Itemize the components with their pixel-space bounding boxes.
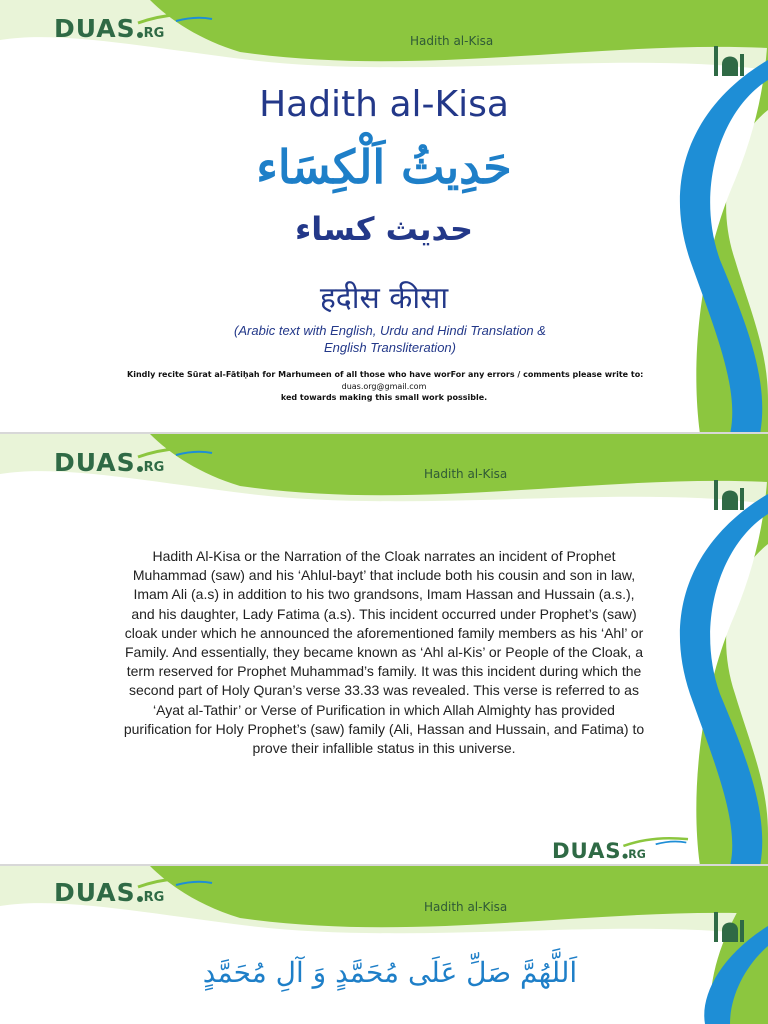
title-urdu: حدیث کساء [294, 210, 474, 248]
duas-logo[interactable]: DUAS RG [54, 16, 164, 41]
credit-line-1: Kindly recite Sūrat al-Fātiḥah for Marhumeen of all those who have worFor any errors / comments please write to: [127, 370, 644, 379]
header-title: Hadith al-Kisa [424, 467, 508, 481]
slide-title [0, 0, 768, 434]
duas-logo[interactable]: DUAS RG [54, 880, 164, 905]
swoosh-icon [622, 836, 690, 848]
title-english: Hadith al-Kisa [259, 84, 509, 125]
salawat-arabic: اَللَّهُمَّ صَلِّ عَلَى مُحَمَّدٍ وَ آلِ مُحَمَّدٍ [202, 956, 578, 989]
subtitle: (Arabic text with English, Urdu and Hindi Translation & English Transliteration) [234, 323, 546, 355]
duas-logo-footer[interactable]: DUAS RG [552, 840, 646, 861]
title-hindi: हदीस कीसा [319, 281, 449, 316]
swoosh-icon [136, 875, 216, 889]
swoosh-icon [136, 11, 216, 25]
duas-logo[interactable]: DUAS RG [54, 450, 164, 475]
title-arabic: حَدِيثُ اَلْكِسَاء [256, 140, 512, 194]
credit-line-3: ked towards making this small work possible. [280, 393, 488, 402]
contact-email[interactable]: duas.org@gmail.com [341, 382, 427, 391]
swoosh-icon [136, 445, 216, 459]
intro-paragraph: Hadith Al-Kisa or the Narration of the Cloak narrates an incident of Prophet Muhammad (saw) and his ‘Ahlul-bayt’ that include both his cousin and son in law, Imam Ali (a.s) in addition to his two grandsons, Imam Hassan and Hussain (a.s.), and his daughter, Lady Fatima (a.s). This incident occurred under Prophet’s (saw) cloak under which he announced the aforementioned family members as his ‘Ahl’ or Family. And essentially, they became known as ‘Ahl al-Kis’ or People of the Cloak, a term reserved for Prophet Muhammad’s family. It was this incident during which the second part of Holy Quran’s verse 33.33 was revealed. This verse is referred to as ‘Ayat al-Tathir’ or Verse of Purification in which Allah Almighty has provided purification for Holy Prophet’s (saw) family (Ali, Hassan and Hussain, and Fatima) to prove their infallible status in this universe. [123, 548, 645, 757]
slide-dua [0, 866, 768, 1024]
slide-intro [0, 434, 768, 866]
header-title: Hadith al-Kisa [410, 34, 494, 48]
header-title: Hadith al-Kisa [424, 900, 508, 914]
